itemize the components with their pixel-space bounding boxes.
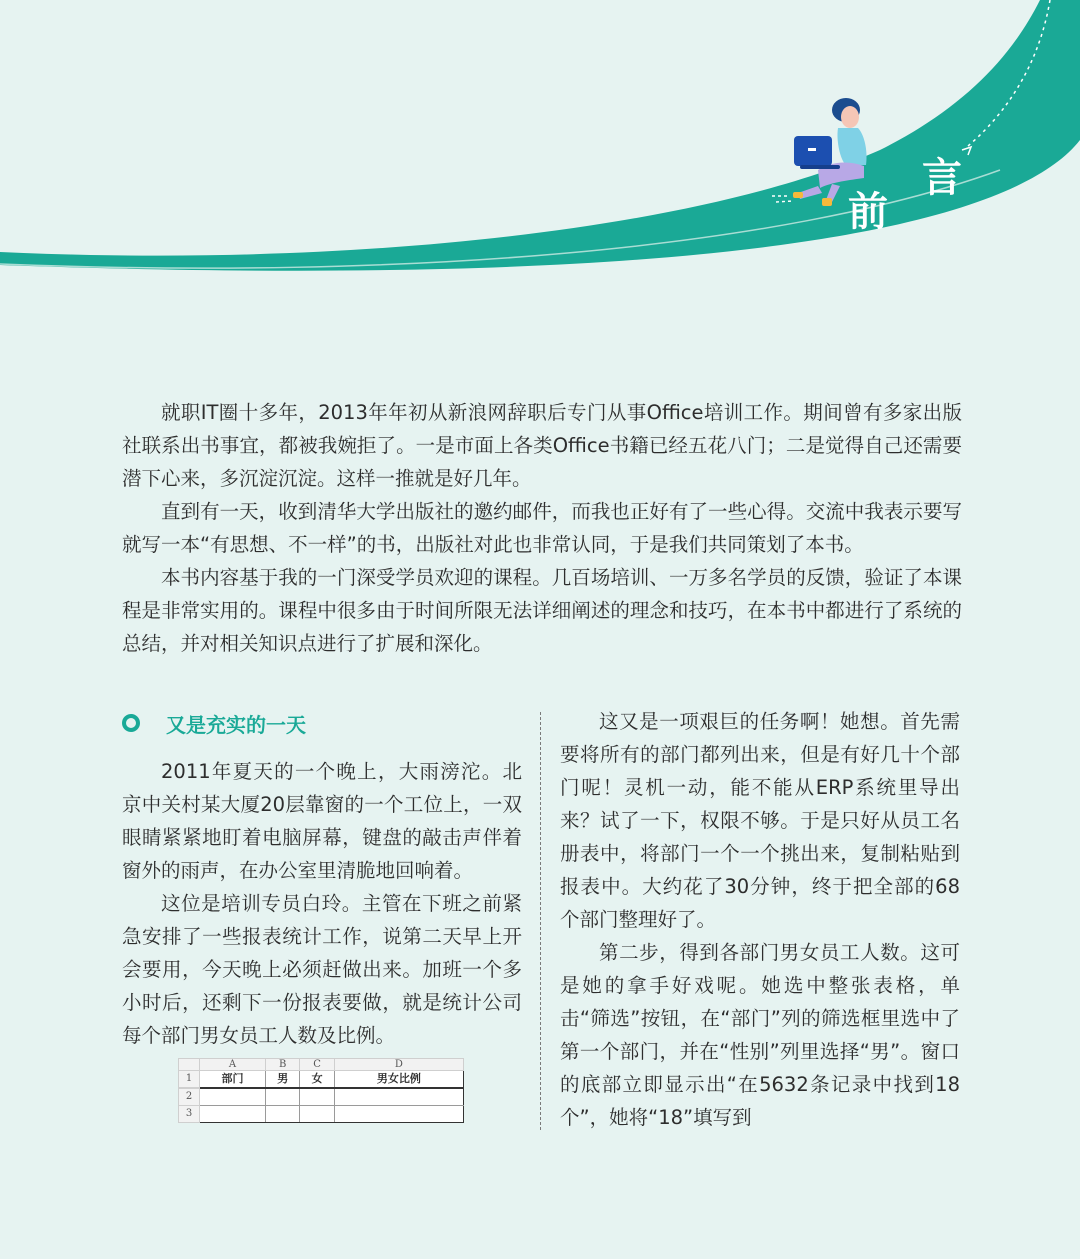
body-paragraph: 这位是培训专员白玲。主管在下班之前紧急安排了一些报表统计工作，说第二天早上开会要用，今天晚上必须赶做出来。加班一个多小时后，还剩下一份报表要做，就是统计公司每个部门男女员工人数及比例。 [122,892,522,1047]
intro-paragraph: 直到有一天，收到清华大学出版社的邀约邮件，而我也正好有了一些心得。交流中我表示要写就写一本“有思想、不一样”的书，出版社对此也非常认同，于是我们共同策划了本书。 [122,500,962,556]
section-title: 又是充实的一天 [166,712,306,737]
column-letter: C [300,1059,334,1071]
column-letter: A [200,1059,266,1071]
section-heading [122,705,522,741]
body-paragraph: 这又是一项艰巨的任务啊！她想。首先需要将所有的部门都列出来，但是有好几十个部门呢！灵机一动，能不能从ERP系统里导出来？试了一下，权限不够。于是只好从员工名册表中，将部门一个一个挑出来，复制粘贴到报表中。大约花了30分钟，终于把全部的68个部门整理好了。 [560,710,960,931]
intro-text [122,396,962,660]
circle-bullet-icon [122,714,140,732]
row-number: 1 [179,1071,200,1089]
sheet-cell [334,1088,463,1106]
page-title-char-1: 前 [848,189,888,235]
sheet-header-cell: 男 [266,1071,300,1089]
left-column [122,705,522,1052]
column-letter: B [266,1059,300,1071]
sheet-header-cell: 部门 [200,1071,266,1089]
intro-paragraph: 本书内容基于我的一门深受学员欢迎的课程。几百场培训、一万多名学员的反馈，验证了本课程是非常实用的。课程中很多由于时间所限无法详细阐述的理念和技巧，在本书中都进行了系统的总结，并对相关知识点进行了扩展和深化。 [122,566,962,655]
column-divider [540,712,541,1130]
sheet-cell [300,1088,334,1106]
spreadsheet-figure [178,1058,464,1123]
sheet-cell [200,1106,266,1123]
sheet-cell [266,1088,300,1106]
body-paragraph: 第二步，得到各部门男女员工人数。这可是她的拿手好戏呢。她选中整张表格，单击“筛选”按钮，在“部门”列的筛选框里选中了第一个部门，并在“性别”列里选择“男”。窗口的底部立即显示出“在5632条记录中找到18个”，她将“18”填写到 [560,941,960,1129]
sheet-cell [334,1106,463,1123]
header-banner [0,0,1080,300]
sheet-cell [266,1106,300,1123]
page-title-char-2: 言 [922,155,962,201]
sheet-header-cell: 女 [300,1071,334,1089]
sheet-corner [179,1059,200,1071]
row-number: 3 [179,1106,200,1123]
right-column [560,705,960,1134]
intro-paragraph: 就职IT圈十多年，2013年年初从新浪网辞职后专门从事Office培训工作。期间曾有多家出版社联系出书事宜，都被我婉拒了。一是市面上各类Office书籍已经五花八门；二是觉得自己还需要潜下心来，多沉淀沉淀。这样一推就是好几年。 [122,401,962,490]
body-paragraph: 2011年夏天的一个晚上，大雨滂沱。北京中关村某大厦20层靠窗的一个工位上，一双眼睛紧紧地盯着电脑屏幕，键盘的敲击声伴着窗外的雨声，在办公室里清脆地回响着。 [122,760,522,882]
teal-swoosh [0,0,1080,271]
sheet-cell [200,1088,266,1106]
column-letter: D [334,1059,463,1071]
row-number: 2 [179,1088,200,1106]
sheet-header-cell: 男女比例 [334,1071,463,1089]
sheet-cell [300,1106,334,1123]
